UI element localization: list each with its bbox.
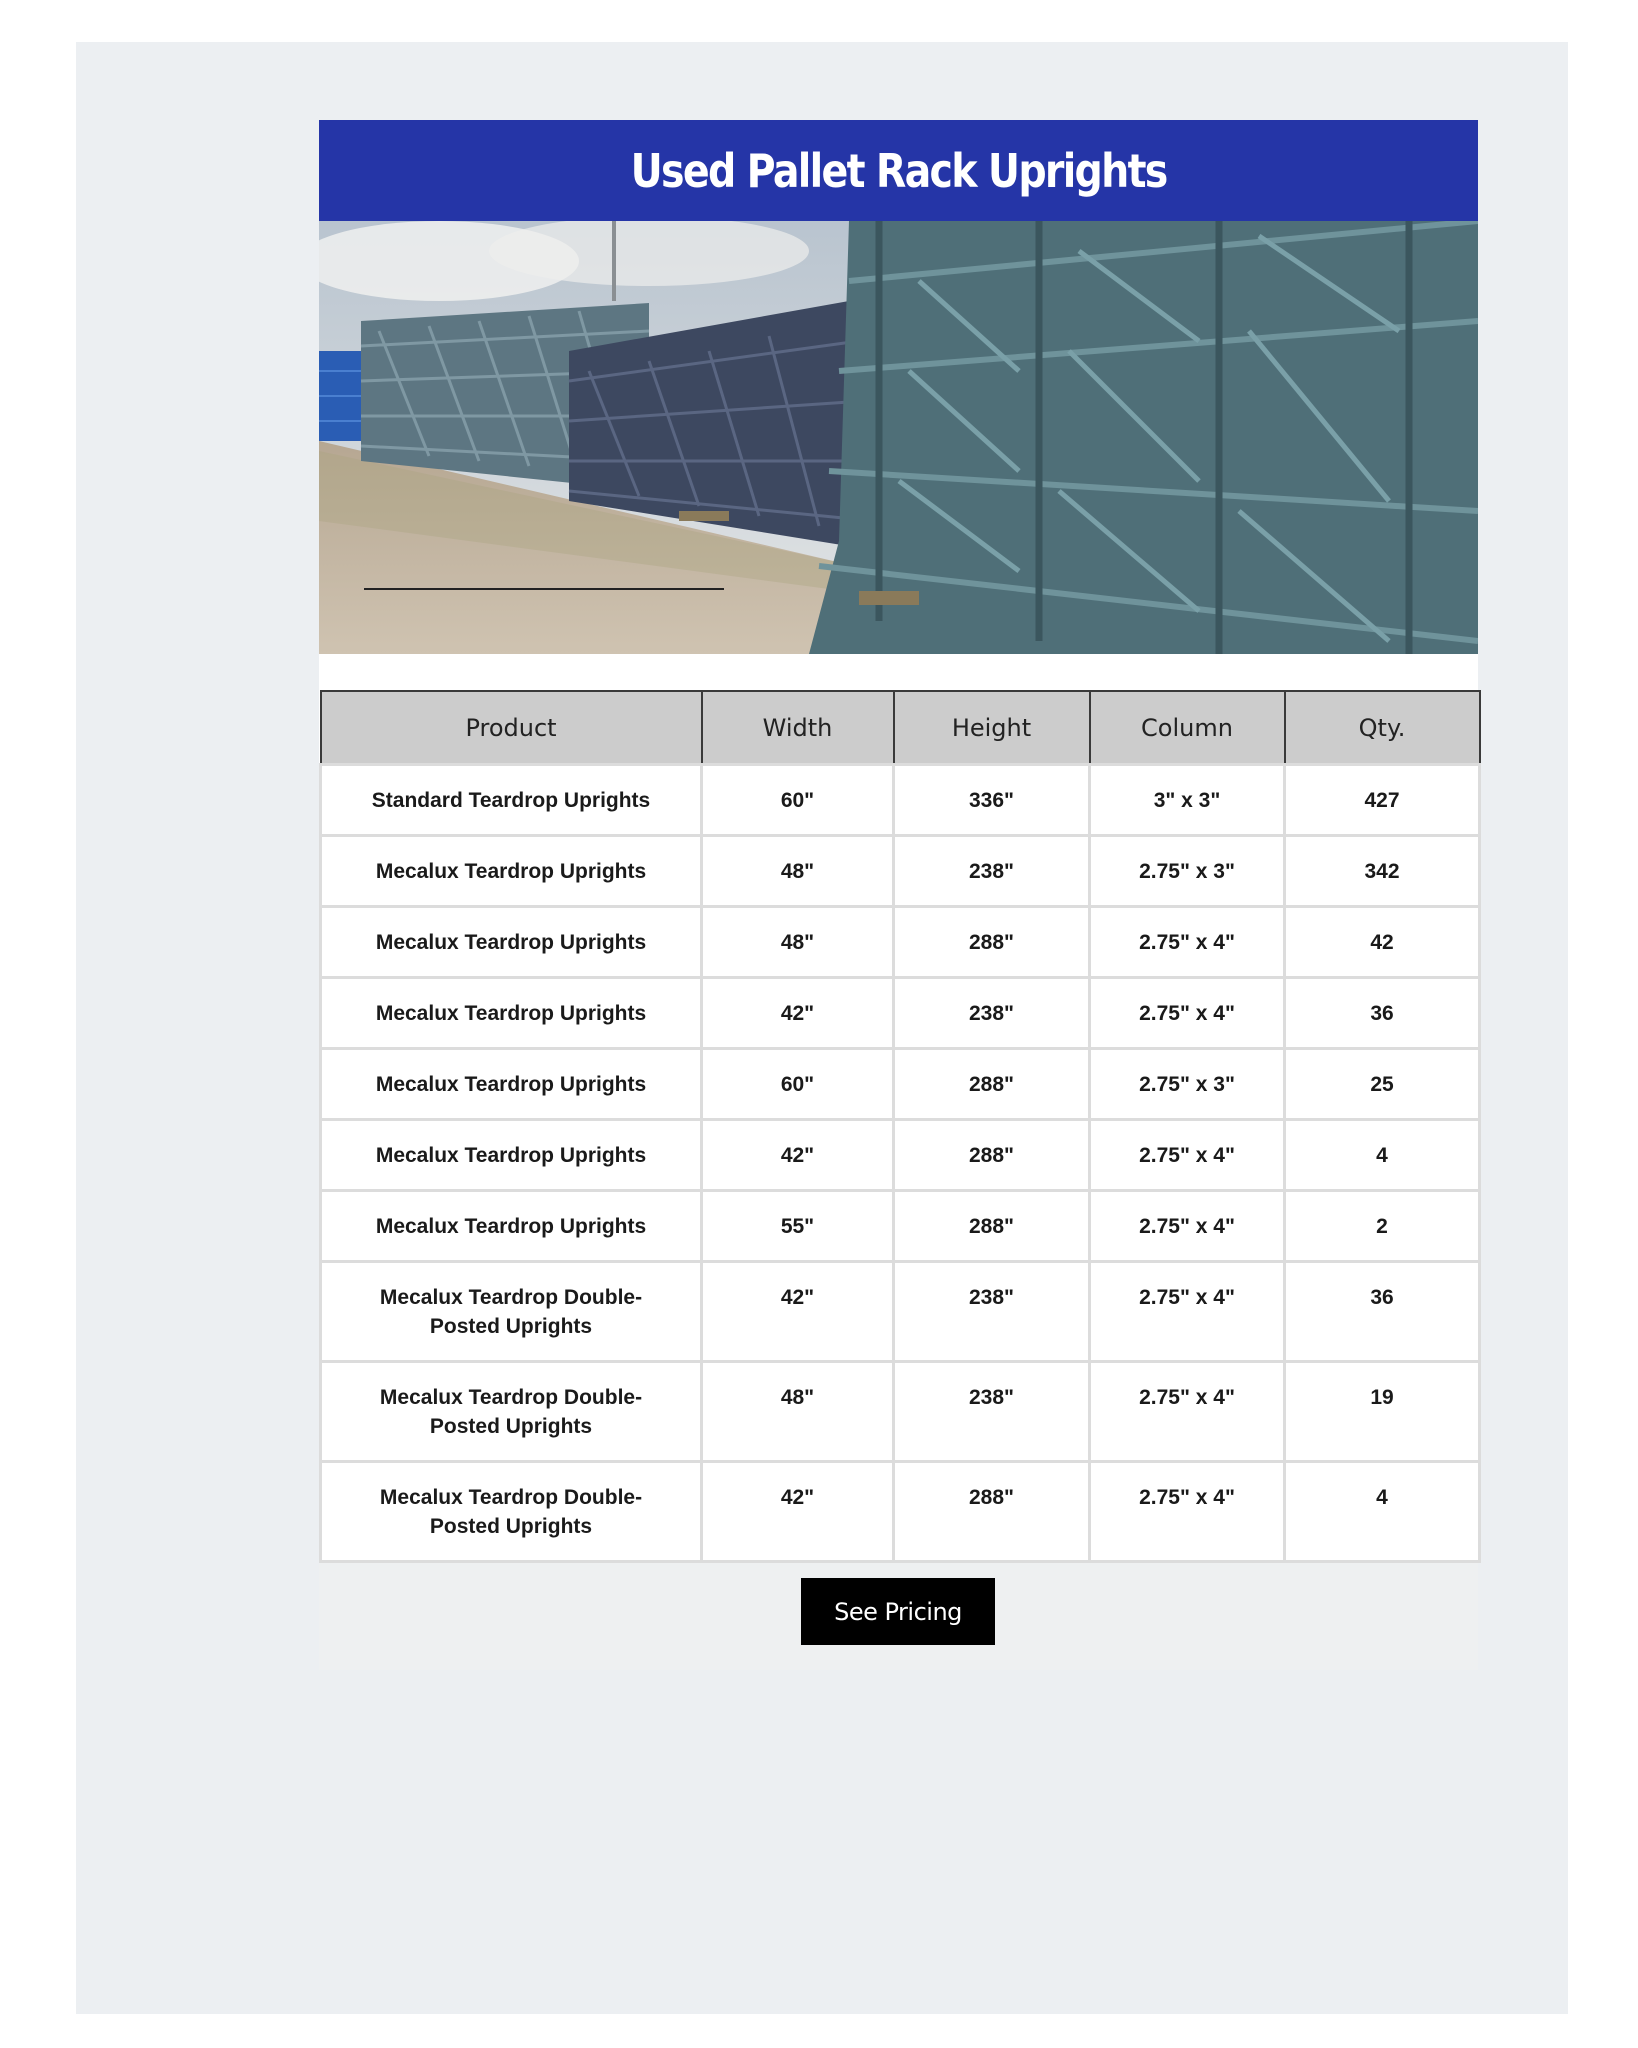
cell-width: 55" (702, 1191, 894, 1262)
cell-column: 2.75" x 3" (1090, 1049, 1285, 1120)
cell-column: 2.75" x 4" (1090, 1262, 1285, 1362)
cell-column: 2.75" x 3" (1090, 836, 1285, 907)
table-row (321, 1049, 1480, 1120)
cell-qty: 427 (1285, 765, 1480, 836)
cell-height: 238" (894, 978, 1090, 1049)
table-row (321, 1262, 1480, 1362)
product-photo (319, 221, 1478, 654)
rack-uprights-illustration (319, 221, 1478, 654)
cell-height: 238" (894, 836, 1090, 907)
cell-product: Mecalux Teardrop Uprights (321, 836, 702, 907)
table-row (321, 1462, 1480, 1562)
cell-height: 288" (894, 1120, 1090, 1191)
cell-product: Mecalux Teardrop Double-Posted Uprights (321, 1462, 702, 1562)
cell-qty: 36 (1285, 978, 1480, 1049)
table-row (321, 1120, 1480, 1191)
cell-width: 48" (702, 907, 894, 978)
cell-width: 60" (702, 1049, 894, 1120)
cell-qty: 19 (1285, 1362, 1480, 1462)
cell-width: 42" (702, 1462, 894, 1562)
cell-width: 48" (702, 836, 894, 907)
header-product: Product (321, 691, 702, 765)
header-column: Column (1090, 691, 1285, 765)
header-qty: Qty. (1285, 691, 1480, 765)
cell-column: 3" x 3" (1090, 765, 1285, 836)
table-row (321, 978, 1480, 1049)
cell-column: 2.75" x 4" (1090, 1462, 1285, 1562)
cell-product: Standard Teardrop Uprights (321, 765, 702, 836)
title-banner (319, 120, 1478, 221)
product-card (319, 120, 1478, 1670)
uprights-table (319, 690, 1481, 1563)
header-height: Height (894, 691, 1090, 765)
cell-qty: 342 (1285, 836, 1480, 907)
page-background (76, 42, 1568, 2014)
table-row (321, 836, 1480, 907)
cell-width: 42" (702, 1120, 894, 1191)
cell-width: 42" (702, 1262, 894, 1362)
cell-product: Mecalux Teardrop Uprights (321, 907, 702, 978)
cell-qty: 2 (1285, 1191, 1480, 1262)
uprights-table-wrapper (319, 690, 1478, 1563)
cell-height: 288" (894, 1049, 1090, 1120)
cell-width: 60" (702, 765, 894, 836)
cell-product: Mecalux Teardrop Uprights (321, 1120, 702, 1191)
header-width: Width (702, 691, 894, 765)
photo-spacer (319, 654, 1478, 690)
cell-height: 288" (894, 1191, 1090, 1262)
cell-product: Mecalux Teardrop Uprights (321, 1049, 702, 1120)
cell-product: Mecalux Teardrop Uprights (321, 1191, 702, 1262)
cell-height: 238" (894, 1262, 1090, 1362)
cell-qty: 4 (1285, 1462, 1480, 1562)
cell-qty: 36 (1285, 1262, 1480, 1362)
cell-width: 48" (702, 1362, 894, 1462)
page-title: Used Pallet Rack Uprights (630, 143, 1167, 198)
table-row (321, 907, 1480, 978)
see-pricing-button[interactable]: See Pricing (801, 1578, 995, 1645)
cell-product: Mecalux Teardrop Double-Posted Uprights (321, 1262, 702, 1362)
cell-product: Mecalux Teardrop Uprights (321, 978, 702, 1049)
cell-qty: 42 (1285, 907, 1480, 978)
cell-height: 336" (894, 765, 1090, 836)
cell-column: 2.75" x 4" (1090, 978, 1285, 1049)
cell-height: 288" (894, 1462, 1090, 1562)
cell-column: 2.75" x 4" (1090, 1120, 1285, 1191)
table-row (321, 765, 1480, 836)
cell-height: 238" (894, 1362, 1090, 1462)
cell-height: 288" (894, 907, 1090, 978)
table-row (321, 1362, 1480, 1462)
cell-width: 42" (702, 978, 894, 1049)
table-row (321, 1191, 1480, 1262)
cell-column: 2.75" x 4" (1090, 907, 1285, 978)
cell-qty: 4 (1285, 1120, 1480, 1191)
cell-qty: 25 (1285, 1049, 1480, 1120)
cell-column: 2.75" x 4" (1090, 1191, 1285, 1262)
cell-product: Mecalux Teardrop Double-Posted Uprights (321, 1362, 702, 1462)
cell-column: 2.75" x 4" (1090, 1362, 1285, 1462)
table-header-row (321, 691, 1480, 765)
